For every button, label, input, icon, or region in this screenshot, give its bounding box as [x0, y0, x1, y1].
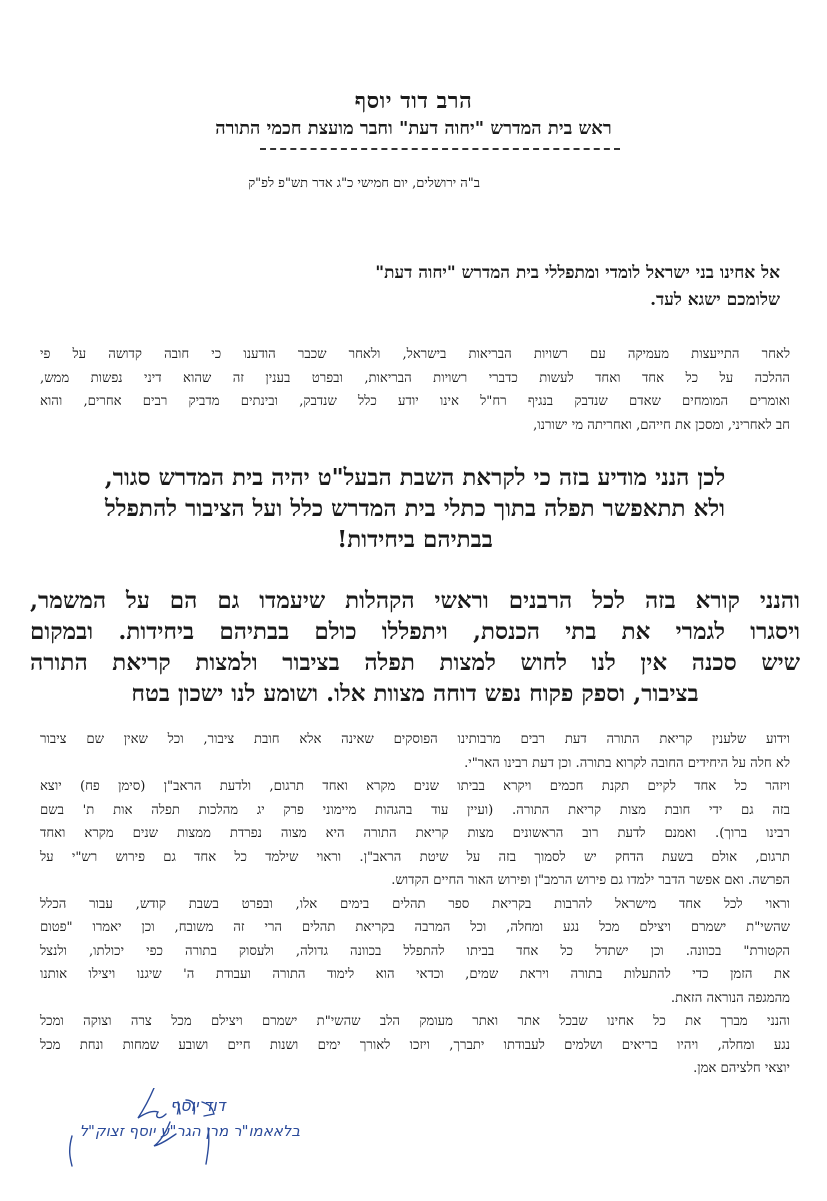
call-line: והנני קורא בזה לכל הרבנים וראשי הקהלות שיעמדו גם הם על המשמר,: [30, 587, 800, 614]
paragraph-line: חב לאחריני, ומסכן את חייהם, ואחריתה מי ישורנו,: [533, 417, 790, 433]
letterhead-subtitle: ראש בית המדרש "יחוה דעת" וחבר מועצת חכמי התורה: [215, 118, 612, 139]
paragraph-line: ואומרים המומחים שאדם שנדבק בנגיף רח"ל אינו יודע כלל שנדבק, ובינתים מדביק רבים אחרים, והוא: [40, 394, 790, 409]
body-line: יוצאי חלציהם אמן.: [693, 1061, 790, 1076]
letterhead-divider: [260, 148, 620, 150]
body-line: ויזהר כל אחד לקיים תקנת חכמים ויקרא בביתו שנים מקרא ואחד תרגום, ולדעת הראב"ן (סימן פח) יוצא: [40, 779, 790, 794]
announcement-line: בבתיהם ביחידות!: [337, 526, 493, 553]
body-line: הפרשה. ואם אפשר הדבר ילמדו גם פירוש הרמב"ן ופירוש האור החיים הקדוש.: [391, 873, 790, 888]
body-line: הקטורת" בכוונה. וכן ישתדל כל אחד בביתו להתפלל בכוונה גדולה, ולעסוק בתורה כפי יכולתו, ולנצל: [40, 943, 790, 959]
body-line: שהשי"ת ישמרם ויצילם מכל נגע ומחלה, וכל המרבה בקריאת תהלים הרי זה משובח, וכן יאמרו "פטום: [40, 920, 790, 935]
body-line: וידוע שלענין קריאת התורה דעת רבים מרבותינו הפוסקים שאינה אלא חובת ציבור, וכל שאין שם ציבור: [40, 732, 790, 747]
letterhead-name: הרב דוד יוסף: [354, 88, 473, 114]
dateline: ב"ה ירושלים, יום חמישי כ"ג אדר תש"פ לפ"ק: [248, 176, 480, 191]
call-line: שיש סכנה אין לנו לחוש למצות תפלה בציבור ולמצות קריאת התורה: [30, 649, 800, 676]
address-recipient: אל אחינו בני ישראל לומדי ומתפללי בית המדרש "יחוה דעת": [375, 263, 780, 283]
closure-announcement: [30, 462, 800, 555]
body-paragraph: [40, 728, 790, 1081]
call-line: ויסגרו לגמרי את בתי הכנסת, ויתפללו כולם בבתיהם ביחידות. ובמקום: [30, 618, 800, 645]
signature-name: דוד יוסף: [170, 1096, 226, 1115]
body-line: וראוי לכל אחד מישראל להרבות בקריאת ספר תהלים בימים אלו, ובפרט בשבת קודש, עבור הכלל: [40, 896, 790, 912]
announcement-line: לכן הנני מודיע בזה כי לקראת השבת הבעל"ט יהיה בית המדרש סגור,: [104, 464, 726, 491]
address-block: [240, 260, 780, 314]
signature-subline: בלאאמו"ר מרן הגר"ע יוסף זצוק"ל: [79, 1122, 300, 1140]
paragraph-line: לאחר התייעצות מעמיקה עם רשויות הבריאות בישראל, ולאחר שכבר הודענו כי חובה קדושה על פי: [40, 347, 790, 362]
body-line: לא חלה על היחידים החובה לקרוא בתורה. וכן דעת רבינו האר"י.: [464, 755, 790, 771]
body-line: בזה גם ידי חובת מצות קריאת התורה. (ועיין עוד בהגהות מיימוני פרק יג מהלכות תפלה אות ת' בשם: [40, 802, 790, 818]
call-line: בציבור, וספק פקוח נפש דוחה מצוות אלו. ושומע לנו ישכון בטח: [131, 680, 699, 707]
opening-paragraph: [40, 343, 790, 437]
address-greeting: שלומכם ישגא לעד.: [650, 290, 780, 310]
announcement-line: ולא תתאפשר תפלה בתוך כתלי בית המדרש כלל ועל הציבור להתפלל: [105, 495, 725, 522]
body-line: נגע ומחלה, ויהיו בריאים ושלמים לעבודתו יתברך, ויזכו לאורך ימים ושנות חיים ושובע שמחות ונחת מכל: [40, 1037, 790, 1053]
call-to-rabbis: [30, 585, 800, 709]
handwritten-signature: [20, 1088, 300, 1168]
body-line: תרגום, אולם בשעת הדחק יש לסמוך בזה על שיטת הראב"ן. וראוי שילמד כל אחד גם פירוש רש"י על: [40, 849, 790, 865]
body-line: את הזמן כדי להתעלות בתורה ויראת שמים, וכדאי הוא לימוד התורה ועבודת ה' שיגנו ויצילו אותנו: [40, 967, 790, 982]
body-line: מהמגפה הנוראה הזאת.: [670, 990, 790, 1006]
body-line: והנני מברך את כל אחינו שבכל אתר ואתר מעומק הלב שהשי"ת ישמרם ויצילם מכל צרה וצוקה ומכל: [40, 1014, 790, 1029]
body-line: רבינו ברוך). ואמנם לדעת רוב הראשונים מצות קריאת התורה היא מצוה נפרדת ממצות שנים מקרא ואחד: [40, 826, 790, 841]
paragraph-line: ההלכה על כל אחד ואחד לעשות כדברי רשויות הבריאות, ובפרט בענין זה שהוא דיני נפשות ממש,: [40, 370, 790, 386]
